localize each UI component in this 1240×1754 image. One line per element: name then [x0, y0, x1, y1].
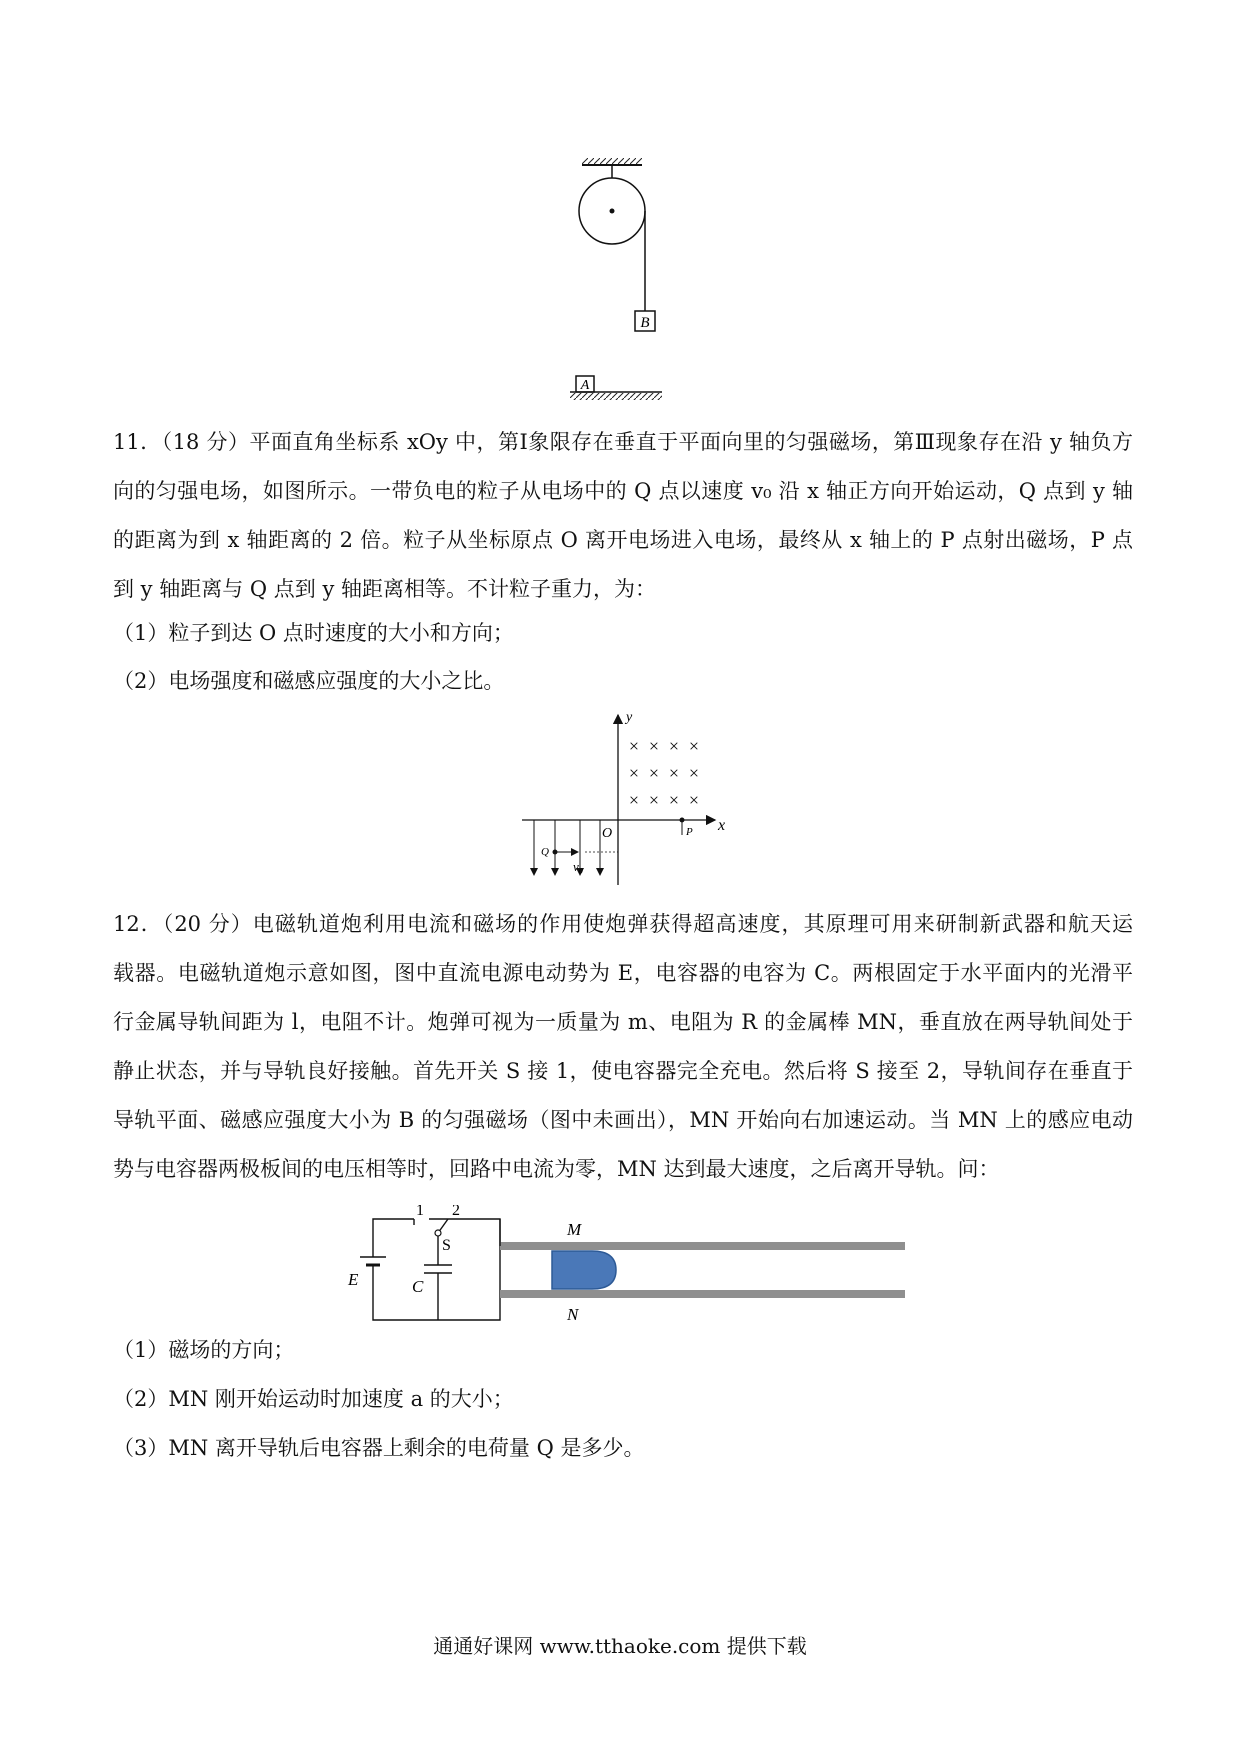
y-axis-label: y — [626, 710, 633, 725]
switch-pivot — [435, 1230, 441, 1236]
q11-line-2: 向的匀强电场，如图所示。一带负电的粒子从电场中的 Q 点以速度 v₀ 沿 x 轴正方向开始运动，Q 点到 y 轴 — [113, 479, 1133, 503]
svg-text:×: × — [628, 763, 640, 783]
svg-text:×: × — [668, 736, 680, 756]
svg-text:×: × — [648, 790, 660, 810]
ceiling-hatch — [582, 158, 642, 165]
rail-top — [500, 1242, 905, 1250]
terminal-1-label: 1 — [416, 1205, 424, 1219]
switch-s-label: S — [442, 1237, 451, 1254]
battery-e-label: E — [348, 1270, 359, 1289]
q11-sub-2: （2）电场强度和磁感应强度的大小之比。 — [113, 669, 505, 693]
q12-sub-3: （3）MN 离开导轨后电容器上剩余的电荷量 Q 是多少。 — [113, 1436, 645, 1460]
q12-line-4: 静止状态，并与导轨良好接触。首先开关 S 接 1，使电容器完全充电。然后将 S 接至 2，导轨间存在垂直于 — [113, 1059, 1133, 1083]
q12-line-6: 势与电容器两极板间的电压相等时，回路中电流为零，MN 达到最大速度，之后离开导轨。问： — [113, 1157, 1000, 1181]
svg-text:×: × — [628, 736, 640, 756]
svg-text:×: × — [648, 736, 660, 756]
label-m: M — [567, 1220, 582, 1239]
q12-line-2: 载器。电磁轨道炮示意如图，图中直流电源电动势为 E，电容器的电容为 C。两根固定于水平面内的光滑平 — [113, 961, 1133, 985]
q11-line-4: 到 y 轴距离与 Q 点到 y 轴距离相等。不计粒子重力，为： — [113, 577, 656, 601]
point-p-label: P — [686, 826, 693, 838]
svg-text:×: × — [668, 763, 680, 783]
velocity-label: v₀ — [573, 859, 584, 874]
svg-text:×: × — [628, 790, 640, 810]
origin-label: O — [602, 826, 613, 841]
magnetic-field-crosses — [629, 736, 699, 810]
block-b-label: B — [640, 315, 650, 331]
svg-text:×: × — [688, 790, 700, 810]
svg-text:×: × — [648, 763, 660, 783]
x-axis-label: x — [718, 817, 726, 834]
svg-text:×: × — [688, 763, 700, 783]
svg-text:×: × — [688, 736, 700, 756]
point-q-label: Q — [541, 846, 549, 858]
q12-line-1: 12．（20 分）电磁轨道炮利用电流和磁场的作用使炮弹获得超高速度，其原理可用来研制新武器和航天运 — [113, 912, 1133, 936]
q12-sub-1: （1）磁场的方向； — [113, 1338, 295, 1362]
block-a-label: A — [580, 378, 590, 393]
label-n: N — [567, 1305, 579, 1324]
q11-sub-1: （1）粒子到达 O 点时速度的大小和方向； — [113, 621, 514, 645]
svg-text:×: × — [668, 790, 680, 810]
q11-line-1: 11．（18 分）平面直角坐标系 xOy 中，第Ⅰ象限存在垂直于平面向里的匀强磁场，第Ⅲ现象存在沿 y 轴负方 — [113, 430, 1133, 454]
footer-text: 通通好课网 www.tthaoke.com 提供下载 — [433, 1634, 807, 1658]
capacitor-c-label: C — [412, 1277, 424, 1296]
terminal-2-label: 2 — [452, 1205, 460, 1219]
rail-bottom — [500, 1290, 905, 1298]
q12-line-3: 行金属导轨间距为 l，电阻不计。炮弹可视为一质量为 m、电阻为 R 的金属棒 MN，垂直放在两导轨间处于 — [113, 1010, 1133, 1034]
pulley-figure — [570, 158, 670, 408]
q12-sub-2: （2）MN 刚开始运动时加速度 a 的大小； — [113, 1387, 514, 1411]
railgun-circuit — [340, 1205, 910, 1325]
projectile-mn — [552, 1251, 616, 1289]
floor-hatch — [570, 393, 662, 400]
field-diagram — [510, 705, 740, 890]
q12-line-5: 导轨平面、磁感应强度大小为 B 的匀强磁场（图中未画出），MN 开始向右加速运动。当 MN 上的感应电动 — [113, 1108, 1133, 1132]
q11-line-3: 的距离为到 x 轴距离的 2 倍。粒子从坐标原点 O 离开电场进入电场，最终从 x 轴上的 P 点射出磁场，P 点 — [113, 528, 1133, 552]
